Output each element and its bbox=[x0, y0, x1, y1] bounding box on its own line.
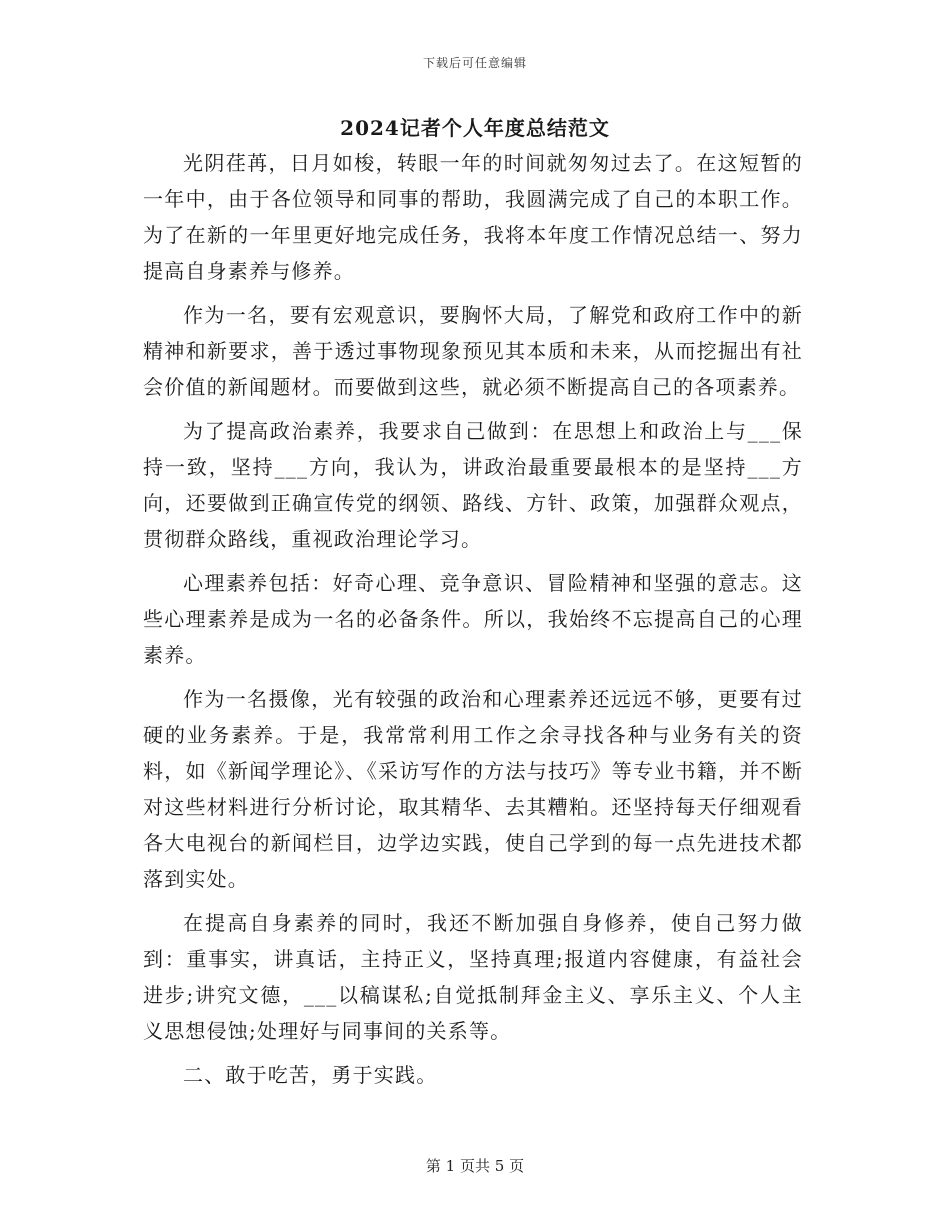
document-title: 2024记者个人年度总结范文 bbox=[340, 116, 610, 140]
paragraph: 作为一名，要有宏观意识，要胸怀大局，了解党和政府工作中的新精神和新要求，善于透过事物现象预见其本质和未来，从而挖掘出有社会价值的新闻题材。而要做到这些，就必须不断提高自己的各项素养。 bbox=[143, 303, 803, 399]
document-body bbox=[143, 145, 803, 1101]
section-heading: 二、敢于吃苦，勇于实践。 bbox=[183, 1063, 438, 1087]
paragraph: 作为一名摄像，光有较强的政治和心理素养还远远不够，更要有过硬的业务素养。于是，我常常利用工作之余寻找各种与业务有关的资料，如《新闻学理论》、《采访写作的方法与技巧》等专业书籍，并不断对这些材料进行分析讨论，取其精华、去其糟粕。还坚持每天仔细观看各大电视台的新闻栏目，边学边实践，使自己学到的每一点先进技术都落到实处。 bbox=[143, 687, 803, 891]
paragraph: 光阴荏苒，日月如梭，转眼一年的时间就匆匆过去了。在这短暂的一年中，由于各位领导和同事的帮助，我圆满完成了自己的本职工作。为了在新的一年里更好地完成任务，我将本年度工作情况总结一、努力提高自身素养与修养。 bbox=[143, 151, 803, 283]
paragraph: 在提高自身素养的同时，我还不断加强自身修养，使自己努力做到：重事实，讲真话，主持正义，坚持真理;报道内容健康，有益社会进步;讲究文德，___以稿谋私;自觉抵制拜金主义、享乐主义、个人主义思想侵蚀;处理好与同事间的关系等。 bbox=[143, 911, 803, 1043]
paragraph: 为了提高政治素养，我要求自己做到：在思想上和政治上与___保持一致，坚持___方向，我认为，讲政治最重要最根本的是坚持___方向，还要做到正确宣传党的纲领、路线、方针、政策，加强群众观点，贯彻群众路线，重视政治理论学习。 bbox=[143, 419, 803, 551]
page-number: 第 1 页共 5 页 bbox=[425, 1157, 525, 1175]
paragraph: 心理素养包括：好奇心理、竞争意识、冒险精神和坚强的意志。这些心理素养是成为一名的必备条件。所以，我始终不忘提高自己的心理素养。 bbox=[143, 571, 803, 667]
header-note: 下载后可任意编辑 bbox=[422, 56, 527, 70]
